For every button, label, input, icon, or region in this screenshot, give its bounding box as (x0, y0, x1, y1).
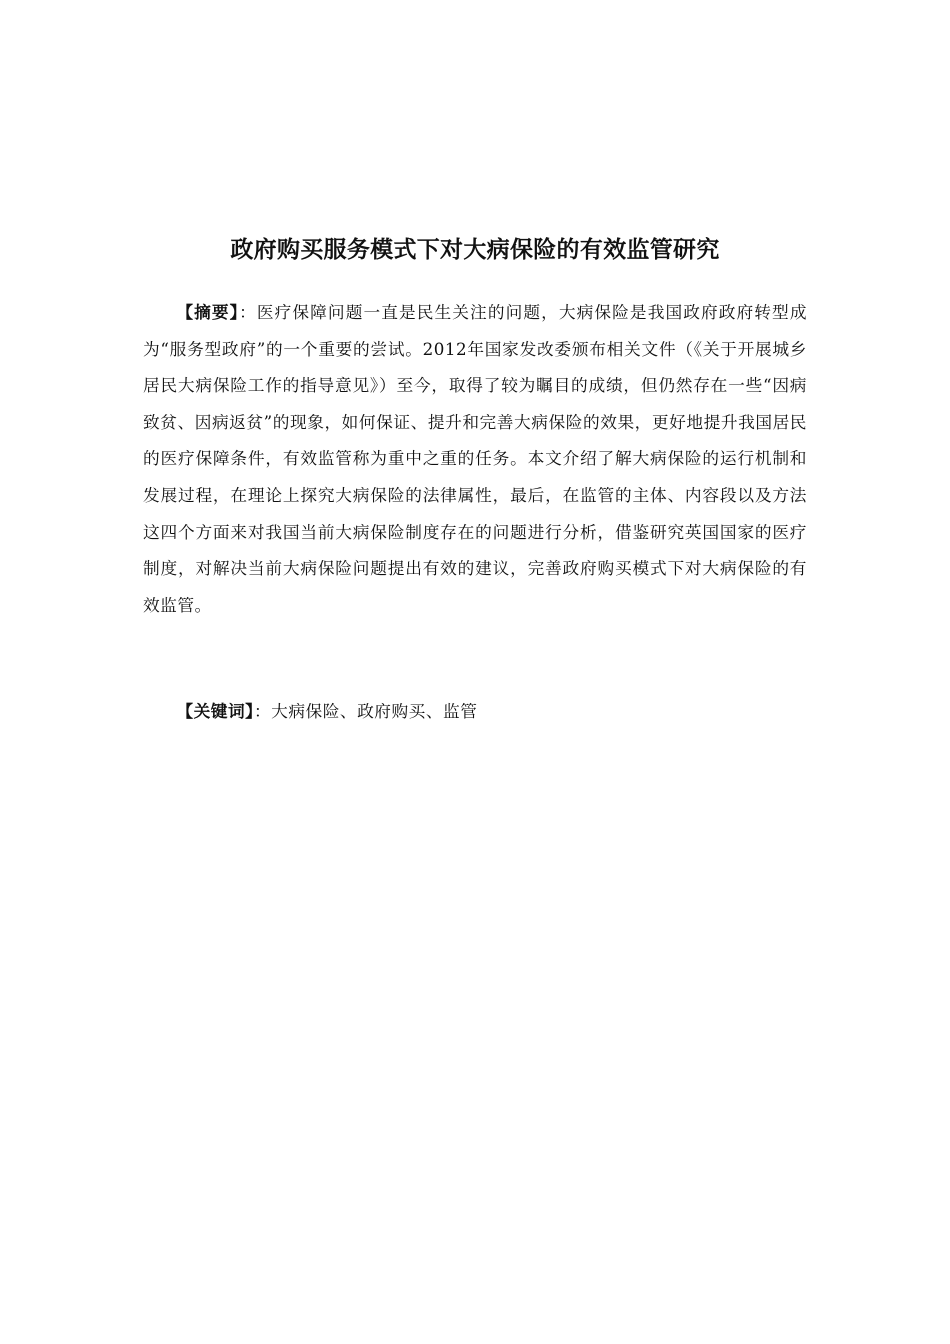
keywords-separator: ： (253, 701, 272, 721)
keywords-text: 大病保险、政府购买、监管 (271, 701, 478, 721)
abstract-text: 医疗保障问题一直是民生关注的问题，大病保险是我国政府政府转型成为“服务型政府”的一个重要的尝试。2012年国家发改委颁布相关文件（《关于开展城乡居民大病保险工作的指导意见》）至今，取得了较为瞩目的成绩，但仍然存在一些“因病致贫、因病返贫”的现象，如何保证、提升和完善大病保险的效果，更好地提升我国居民的医疗保障条件，有效监管称为重中之重的任务。本文介绍了解大病保险的运行机制和发展过程，在理论上探究大病保险的法律属性，最后，在监管的主体、内容段以及方法这四个方面来对我国当前大病保险制度存在的问题进行分析，借鉴研究英国国家的医疗制度，对解决当前大病保险问题提出有效的建议，完善政府购买模式下对大病保险的有效监管。 (143, 302, 808, 615)
keywords-paragraph (143, 693, 807, 729)
abstract-label: 【摘要】 (176, 302, 240, 322)
abstract-separator: ： (239, 302, 257, 322)
abstract-paragraph (143, 294, 807, 623)
document-title: 政府购买服务模式下对大病保险的有效监管研究 (230, 237, 720, 263)
keywords-label: 【关键词】 (176, 701, 254, 721)
